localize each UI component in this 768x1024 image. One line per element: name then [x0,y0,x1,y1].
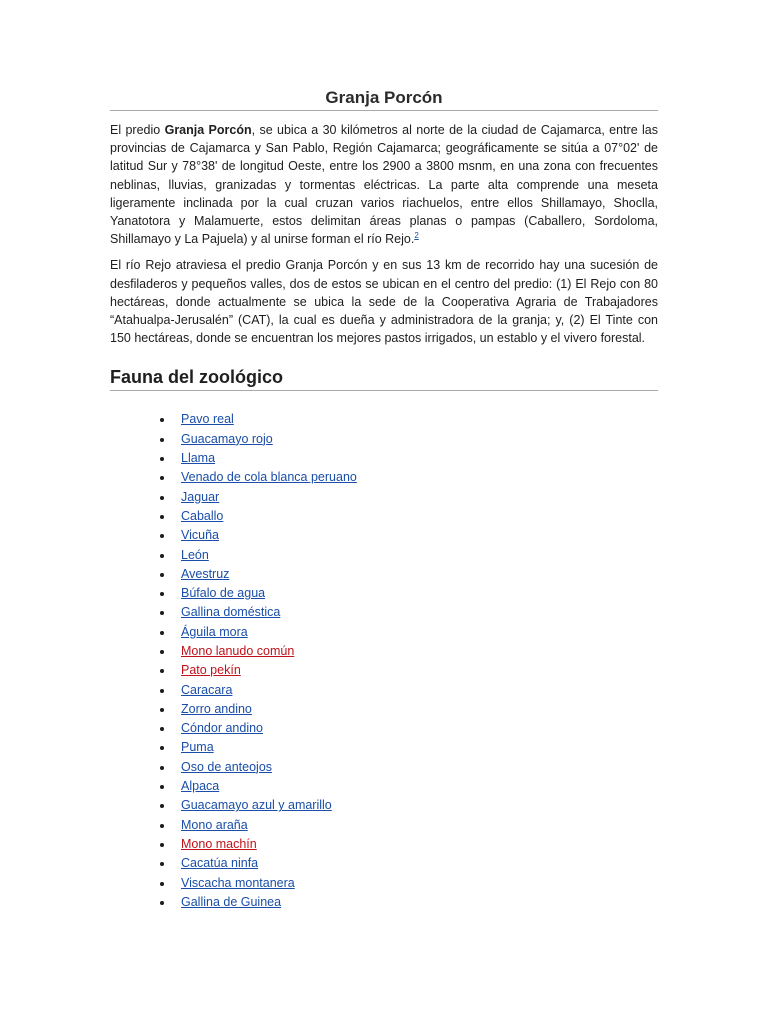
list-item [160,546,658,565]
document-page [110,0,658,912]
fauna-link[interactable]: Mono araña [181,817,248,832]
intro-lead-text: El predio [110,123,165,137]
list-item [160,893,658,912]
list-item [160,488,658,507]
list-item [160,526,658,545]
list-item [160,565,658,584]
title-block [110,88,658,111]
fauna-link[interactable]: Puma [181,740,214,755]
fauna-link[interactable]: Gallina de Guinea [181,894,282,909]
intro-paragraph [110,121,658,248]
fauna-link[interactable]: Venado de cola blanca peruano [181,470,357,485]
fauna-link[interactable]: Pavo real [181,412,234,427]
list-item [160,816,658,835]
fauna-link[interactable]: Llama [181,451,216,466]
list-item [160,623,658,642]
list-item [160,719,658,738]
list-item [160,449,658,468]
list-item [160,874,658,893]
fauna-link[interactable]: Vicuña [181,528,219,543]
list-item [160,681,658,700]
fauna-list [110,410,658,912]
list-item [160,758,658,777]
list-item [160,584,658,603]
list-item [160,738,658,757]
reference-footnote [414,231,418,240]
fauna-link[interactable]: Búfalo de agua [181,586,266,601]
list-item [160,603,658,622]
list-item [160,507,658,526]
fauna-link[interactable]: Pato pekín [181,663,241,678]
page-title: Granja Porcón [325,88,443,107]
list-item [160,835,658,854]
list-item [160,854,658,873]
fauna-link[interactable]: Caballo [181,508,224,523]
list-item [160,777,658,796]
fauna-link[interactable]: Cóndor andino [181,721,264,736]
fauna-link[interactable]: Avestruz [181,566,230,581]
fauna-link[interactable]: Alpaca [181,779,220,794]
fauna-link[interactable]: Mono machín [181,836,257,851]
list-item [160,430,658,449]
section-heading-block [110,365,658,391]
fauna-link[interactable]: León [181,547,209,562]
list-item [160,410,658,429]
fauna-link[interactable]: Cacatúa ninfa [181,856,259,871]
fauna-link[interactable]: Caracara [181,682,233,697]
fauna-link[interactable]: Zorro andino [181,701,252,716]
fauna-link[interactable]: Oso de anteojos [181,759,273,774]
list-item [160,468,658,487]
intro-bold-name: Granja Porcón [164,123,252,137]
fauna-link[interactable]: Gallina doméstica [181,605,281,620]
rejo-paragraph: El río Rejo atraviesa el predio Granja Porcón y en sus 13 km de recorrido hay una sucesión de desfiladeros y pequeños valles, dos de estos se ubican en el centro del predio: (1) El Rejo con 80 hectáreas, donde actualmente se ubica la sede de la Cooperativa Agraria de Trabajadores “Atahualpa-Jerusalén” (CAT), la cual es dueña y administradora de la granja; y, (2) El Tinte con 150 hectáreas, donde se encuentran los mejores pastos irrigados, un establo y el vivero forestal. [110,258,658,346]
intro-body-text: , se ubica a 30 kilómetros al norte de la ciudad de Cajamarca, entre las provincias de Cajamarca y San Pablo, Región Cajamarca; geográficamente se sitúa a 07°02' de latitud Sur y 78°38' de longitud Oeste, entre los 2900 a 3800 msnm, en una zona con frecuentes neblinas, lluvias, granizadas y tormentas eléctricas. La parte alta comprende una meseta ligeramente inclinada por la cual cruzan varios riachuelos, entre ellos Shillamayo, Shoclla, Yanatotora y Malamuerte, estos delimitan áreas planas o pampas (Caballero, Sordoloma, Shillamayo y La Pajuela) y al unirse forman el río Rejo. [110,123,659,247]
fauna-link[interactable]: Guacamayo azul y amarillo [181,798,332,813]
fauna-link[interactable]: Águila mora [181,624,248,639]
list-item [160,661,658,680]
fauna-link[interactable]: Viscacha montanera [181,875,295,890]
fauna-link[interactable]: Jaguar [181,489,220,504]
list-item [160,700,658,719]
fauna-link[interactable]: Guacamayo rojo [181,431,273,446]
reference-link[interactable]: 2 [414,231,419,241]
fauna-link[interactable]: Mono lanudo común [181,644,295,658]
list-item [160,642,658,661]
list-item [160,796,658,815]
section-title: Fauna del zoológico [110,367,284,388]
